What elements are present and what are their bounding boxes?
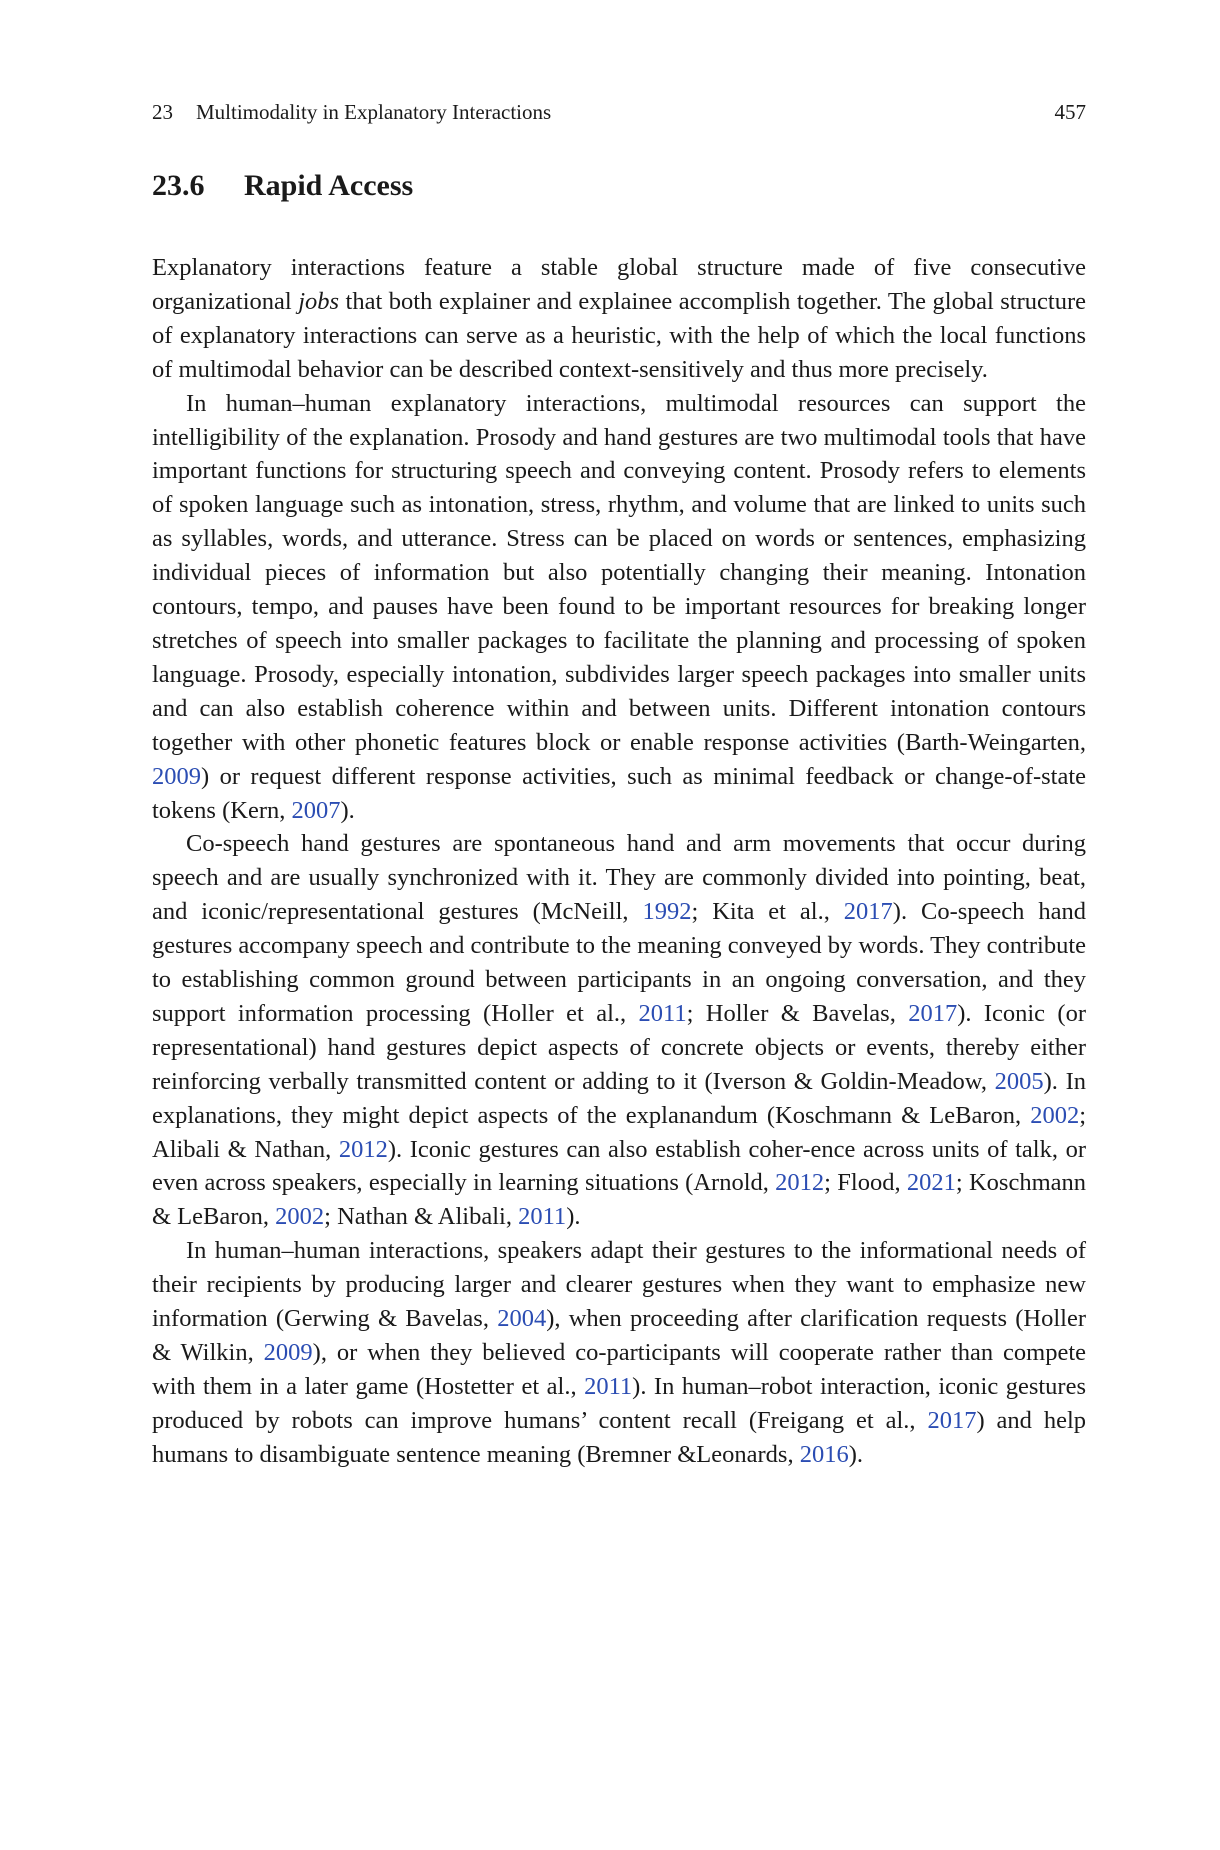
text-run: ). Iconic (or representational) hand gestures depict aspects of concrete objects or events, thereby either reinforcing verbally transmitted content or adding to it (Iverson & Goldin-Meadow, — [152, 999, 1086, 1095]
text-run: ). — [848, 1440, 863, 1468]
text-run: ; Flood, — [824, 1169, 907, 1197]
text-run: ; Holler & Bavelas, — [686, 999, 909, 1027]
citation-year-link[interactable]: 2007 — [291, 796, 341, 824]
citation-year-link[interactable]: 2002 — [1030, 1101, 1080, 1129]
text-run: ), or when they believed co-participants will cooperate rather than compete with them in a later game (Hostetter et al., — [152, 1339, 1086, 1400]
text-run: ), when proceeding after clarification requests (Holler & Wilkin, — [152, 1305, 1086, 1366]
paragraph — [152, 387, 1086, 828]
page-number: 457 — [1054, 100, 1086, 124]
text-run: ) or request different response activities, such as minimal feedback or change-of-state tokens (Kern, — [152, 762, 1086, 824]
text-run: ; Koschmann & LeBaron, — [152, 1169, 1087, 1231]
running-head — [152, 98, 1086, 126]
section-title: Rapid Access — [244, 169, 414, 202]
text-run: ). In explanations, they might depict aspects of the explanandum (Koschmann & LeBaron, — [152, 1067, 1086, 1129]
text-run: Explanatory interactions feature a stable global structure made of five consecutive organizational — [152, 254, 1086, 315]
citation-year-link[interactable]: 2004 — [497, 1305, 547, 1333]
text-run: ). Iconic gestures can also establish coher-ence across units of talk, or even across speakers, especially in learning situations (Arnold, — [152, 1135, 1086, 1197]
citation-year-link[interactable]: 2009 — [152, 762, 201, 790]
text-run: ). — [566, 1203, 581, 1231]
citation-year-link[interactable]: 2021 — [906, 1169, 956, 1197]
citation-year-link[interactable]: 2009 — [263, 1339, 313, 1366]
text-run: ). — [340, 796, 355, 824]
chapter-title: Multimodality in Explanatory Interactions — [196, 100, 552, 124]
text-run: ) and help humans to disambiguate sentence meaning (Bremner &Leonards, — [152, 1406, 1086, 1468]
paragraph — [152, 251, 1086, 387]
text-run: ; Alibali & Nathan, — [152, 1101, 1086, 1163]
section-heading — [152, 166, 413, 206]
chapter-number: 23 — [152, 100, 173, 124]
citation-year-link[interactable]: 2016 — [799, 1440, 849, 1468]
citation-year-link[interactable]: 2002 — [275, 1203, 325, 1231]
text-run: ). In human–robot interaction, iconic gestures produced by robots can improve humans’ content recall (Freigang et al., — [152, 1372, 1086, 1434]
citation-year-link[interactable]: 2011 — [518, 1203, 567, 1231]
text-run: In human–human interactions, speakers adapt their gestures to the informational needs of their recipients by producing larger and clearer gestures when they want to emphasize new information (Gerwing & Bavelas, — [152, 1237, 1086, 1333]
citation-year-link[interactable]: 2011 — [584, 1372, 633, 1400]
citation-year-link[interactable]: 2017 — [927, 1406, 977, 1434]
body-text — [152, 251, 1086, 1472]
emphasized-term: jobs — [298, 287, 340, 315]
text-run: ). Co-speech hand gestures accompany speech and contribute to the meaning conveyed by words. They contribute to establishing common ground between participants in an ongoing conversation, and they support information processing (Holler et al., — [152, 898, 1086, 1027]
paragraph — [152, 827, 1086, 1234]
text-run: ; Kita et al., — [691, 898, 844, 926]
citation-year-link[interactable]: 1992 — [642, 898, 692, 926]
citation-year-link[interactable]: 2012 — [775, 1169, 825, 1197]
section-number: 23.6 — [152, 169, 205, 202]
text-run: ; Nathan & Alibali, — [324, 1203, 519, 1231]
text-run: In human–human explanatory interactions, multimodal resources can support the intelligibility of the explanation. Prosody and hand gestures are two multimodal tools that have important functions for structuring speech and conveying content. Prosody refers to elements of spoken language such as intonation, stress, rhythm, and volume that are linked to units such as syllables, words, and utterance. Stress can be placed on words or sentences, emphasizing individual pieces of information but also potentially changing their meaning. Intonation contours, tempo, and pauses have been found to be important resources for breaking longer stretches of speech into smaller packages to facilitate the planning and processing of spoken language. Prosody, especially intonation, subdivides larger speech packages into smaller units and can also establish coherence within and between units. Different intonation contours together with other phonetic features block or enable response activities (Barth-Weingarten, — [152, 389, 1086, 756]
citation-year-link[interactable]: 2017 — [843, 898, 893, 926]
paragraph — [152, 1234, 1086, 1471]
text-run: Co-speech hand gestures are spontaneous hand and arm movements that occur during speech and are usually synchronized with it. They are commonly divided into pointing, beat, and iconic/representational gestures (McNeill, — [152, 830, 1086, 926]
citation-year-link[interactable]: 2017 — [908, 999, 958, 1027]
citation-year-link[interactable]: 2012 — [338, 1135, 388, 1163]
citation-year-link[interactable]: 2005 — [994, 1067, 1044, 1095]
citation-year-link[interactable]: 2011 — [638, 999, 687, 1027]
text-run: that both explainer and explainee accomplish together. The global structure of explanatory interactions can serve as a heuristic, with the help of which the local functions of multimodal behavior can be described context-sensitively and thus more precisely. — [152, 287, 1086, 383]
